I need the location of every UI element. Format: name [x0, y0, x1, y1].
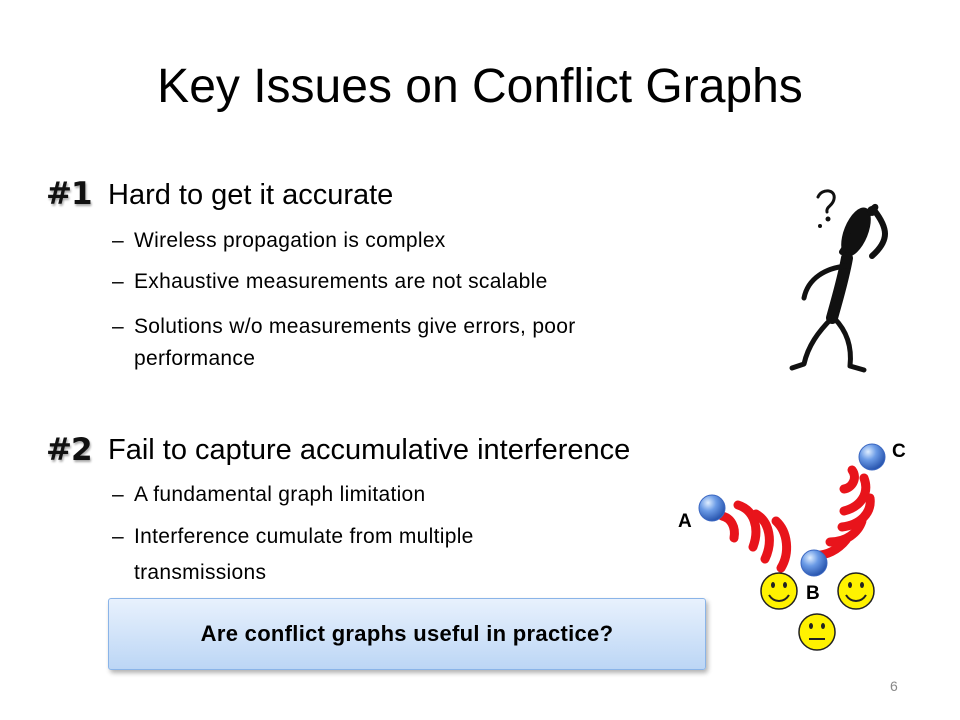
issue-1-number: #1: [46, 176, 92, 212]
issue-2-number: #2: [46, 432, 92, 468]
node-c-icon: [859, 444, 885, 470]
bullet-dash: –: [112, 229, 124, 252]
node-b-label: B: [806, 583, 820, 604]
bullet-dash: –: [112, 483, 124, 506]
node-a-icon: [699, 495, 725, 521]
issue-2-bullet-continuation: transmissions: [134, 561, 267, 584]
interference-waves-a: [722, 505, 787, 568]
issue-1-bullet-continuation: performance: [134, 347, 256, 370]
node-a-label: A: [678, 511, 692, 532]
bullet-text: A fundamental graph limitation: [134, 483, 426, 506]
slide-title: Key Issues on Conflict Graphs: [157, 60, 803, 113]
bullet-text: Interference cumulate from multiple: [134, 525, 474, 548]
neutral-face-icon: [799, 614, 835, 650]
node-c-label: C: [892, 441, 906, 462]
node-b-icon: [801, 550, 827, 576]
issue-2-heading: Fail to capture accumulative interference: [108, 434, 631, 466]
bullet-text: Solutions w/o measurements give errors, poor: [134, 315, 576, 338]
bullet-dash: –: [112, 525, 124, 548]
smiley-left-icon: [761, 573, 797, 609]
bullet-text: Wireless propagation is complex: [134, 229, 446, 252]
issue-1-heading: Hard to get it accurate: [108, 179, 394, 211]
bullet-dash: –: [112, 270, 124, 293]
bullet-dash: –: [112, 315, 124, 338]
interference-waves-c: [815, 470, 870, 555]
page-number: 6: [890, 678, 898, 694]
confused-stick-figure-icon: [792, 191, 885, 370]
smiley-right-icon: [838, 573, 874, 609]
callout-text: Are conflict graphs useful in practice?: [200, 621, 614, 646]
bullet-text: Exhaustive measurements are not scalable: [134, 270, 548, 293]
